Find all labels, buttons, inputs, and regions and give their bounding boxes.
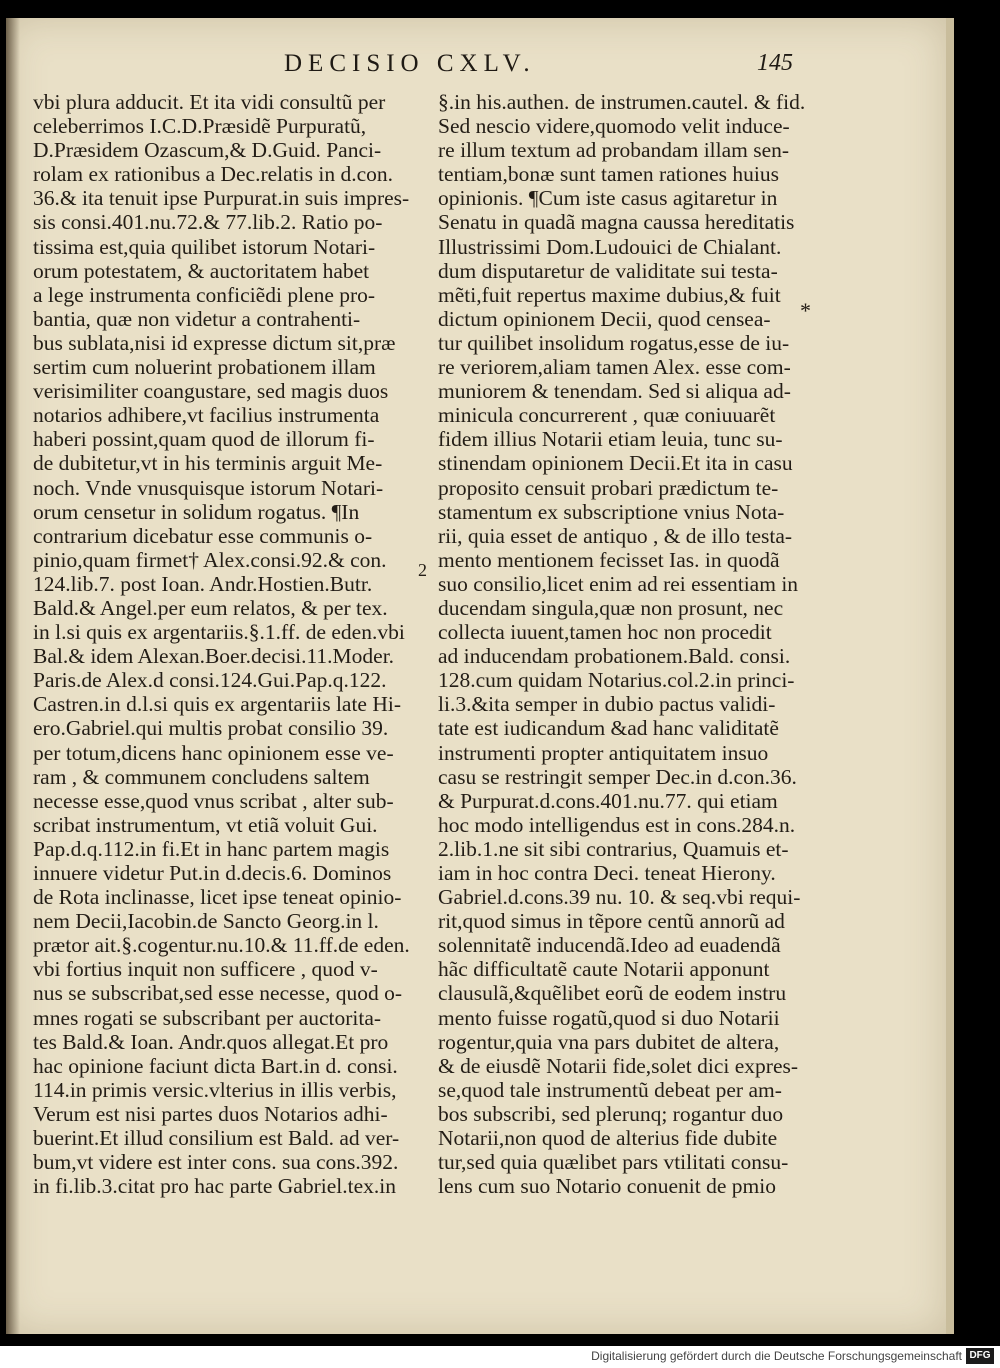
text-line: contrarium dicebatur esse communis o- — [33, 523, 373, 548]
marginal-star-mark: * — [800, 298, 811, 323]
text-line: sis consi.401.nu.72.& 77.lib.2. Ratio po- — [33, 210, 383, 235]
text-line: proposito censuit probari prædictum te- — [438, 475, 779, 500]
text-line: Sed nescio videre,quomodo velit induce- — [438, 114, 790, 139]
text-line: vbi fortius inquit non sufficere , quod v- — [33, 957, 378, 982]
text-line: dum disputaretur de validitate sui testa- — [438, 258, 778, 283]
text-line: vbi plura adducit. Et ita vidi consultũ per — [33, 90, 386, 114]
text-line: in fi.lib.3.citat pro hac parte Gabriel.tex.in — [33, 1174, 396, 1199]
text-line: Gabriel.d.cons.39 nu. 10. & seq.vbi requi- — [438, 885, 801, 910]
text-line: Notarii,non quod de alterius fide dubite — [438, 1126, 778, 1151]
text-line: innuere videtur Put.in d.decis.6. Dominos — [33, 861, 392, 885]
text-line: verisimiliter coangustare, sed magis duos — [33, 379, 389, 404]
text-line: orum potestatem, & auctoritatem habet — [33, 258, 370, 283]
text-line: instrumenti propter antiquitatem insuo — [438, 740, 769, 765]
text-line: minicula concurrerent , quæ coniuuarẽt — [438, 403, 776, 428]
text-line: hoc modo intelligendus est in cons.284.n. — [438, 812, 796, 837]
text-line: bum,vt videre est inter cons. sua cons.392. — [33, 1150, 399, 1175]
right-text-column — [438, 90, 820, 1198]
dfg-logo: DFG — [966, 1348, 994, 1364]
text-line: D.Præsidem Ozascum,& D.Guid. Panci- — [33, 138, 382, 163]
text-line: prætor ait.§.cogentur.nu.10.& 11.ff.de eden. — [33, 933, 410, 958]
text-line: Pap.d.q.112.in fi.Et in hanc partem magis — [33, 836, 390, 861]
text-line: clausulã,&quẽlibet eorũ de eodem instru — [438, 981, 787, 1006]
text-line: fidem illius Notarii etiam leuia, tunc su- — [438, 427, 783, 452]
text-line: mnes rogati se subscribant per auctorita- — [33, 1005, 382, 1030]
text-line: mẽti,fuit repertus maxime dubius,& fuit — [438, 282, 781, 307]
text-line: Bal.& idem Alexan.Boer.decisi.11.Moder. — [33, 644, 395, 669]
text-line: tur,sed quia quælibet pars vtilitati consu- — [438, 1150, 789, 1175]
text-line: hac opinione faciunt dicta Bart.in d. consi. — [33, 1053, 398, 1078]
text-line: solennitatẽ inducendã.Ideo ad euadendã — [438, 933, 781, 958]
text-line: celeberrimos I.C.D.Præsidẽ Purpuratũ, — [33, 114, 367, 139]
text-line: nus se subscribat,sed esse necesse, quod o- — [33, 981, 402, 1006]
text-line: bantia, quæ non videtur a contrahenti- — [33, 306, 361, 331]
text-line: 36.& ita tenuit ipse Purpurat.in suis impres- — [33, 186, 410, 211]
text-line: necesse esse,quod vnus scribat , alter sub- — [33, 788, 394, 813]
page-header-title: DECISIO CXLV. — [284, 50, 536, 77]
text-line: se,quod tale instrumentũ debeat per am- — [438, 1077, 782, 1102]
text-line: casu se restringit semper Dec.in d.con.36. — [438, 764, 797, 789]
text-line: scribat instrumentum, vt etiã voluit Gui. — [33, 812, 378, 837]
text-line: rogentur,quia vna pars dubitet de altera, — [438, 1029, 780, 1054]
text-line: rolam ex rationibus a Dec.relatis in d.con. — [33, 162, 394, 187]
text-line: orum censetur in solidum rogatus. ¶In — [33, 499, 360, 524]
text-line: Illustrissimi Dom.Ludouici de Chialant. — [438, 234, 782, 259]
text-line: & Purpurat.d.cons.401.nu.77. qui etiam — [438, 788, 778, 813]
text-line: in l.si quis ex argentariis.§.1.ff. de eden.vbi — [33, 620, 405, 645]
text-line: bos subscribi, sed plerunq; rogantur duo — [438, 1101, 784, 1126]
text-line: 2.lib.1.ne sit sibi contrarius, Quamuis et- — [438, 836, 789, 861]
text-line: de dubitetur,vt in his terminis arguit Me- — [33, 451, 383, 476]
text-line: notarios adhibere,vt facilius instrumenta — [33, 403, 380, 428]
text-line: 114.in primis versic.vlterius in illis verbis, — [33, 1077, 397, 1102]
text-line: ad inducendam probationem.Bald. consi. — [438, 644, 791, 669]
text-line: Paris.de Alex.d consi.124.Gui.Pap.q.122. — [33, 668, 387, 693]
text-line: re illum textum ad probandam illam sen- — [438, 138, 790, 163]
text-line: tate est iudicandum &ad hanc validitatẽ — [438, 716, 779, 741]
text-line: Castren.in d.l.si quis ex argentariis late Hi- — [33, 692, 402, 717]
text-line: rii, quia esset de antiquo , & de illo testa- — [438, 523, 793, 548]
text-line: 128.cum quidam Notarius.col.2.in princi- — [438, 668, 795, 693]
text-line: haberi possint,quam quod de illorum fi- — [33, 427, 375, 452]
text-line: Bald.& Angel.per eum relatos, & per tex. — [33, 595, 388, 620]
text-line: stinendam opinionem Decii.Et ita in casu — [438, 451, 793, 476]
text-line: tur quilibet insolidum rogatus,esse de iu- — [438, 330, 790, 355]
text-line: noch. Vnde vnusquisque istorum Notari- — [33, 475, 384, 500]
text-line: rit,quod simus in tẽpore centũ annorũ ad — [438, 909, 785, 934]
text-line: bus sublata,nisi id expresse dictum sit,præ — [33, 330, 396, 355]
text-line: collecta iuuent,tamen hoc non procedit — [438, 620, 772, 645]
text-line: §.in his.authen. de instrumen.cautel. & fid. — [438, 90, 806, 114]
text-line: per totum,dicens hanc opinionem esse ve- — [33, 740, 394, 765]
text-line: opinionis. ¶Cum iste casus agitaretur in — [438, 186, 778, 211]
text-line: mento mentionem fecisset Ias. in quodã — [438, 547, 780, 572]
text-line: & de eiusdẽ Notarii fide,solet dici expres- — [438, 1053, 799, 1078]
marginal-note-number: 2 — [418, 560, 427, 580]
text-line: lens cum suo Notario conuenit de pmio — [438, 1174, 776, 1199]
left-text-column — [33, 90, 411, 1198]
page-number: 145 — [757, 50, 793, 76]
text-line: nem Decii,Iacobin.de Sancto Georg.in l. — [33, 909, 379, 934]
text-line: tentiam,bonæ sunt tamen rationes huius — [438, 162, 779, 187]
text-line: buerint.Et illud consilium est Bald. ad ver- — [33, 1126, 400, 1151]
text-line: sertim cum noluerint probationem illam — [33, 355, 376, 380]
text-line: pinio,quam firmet† Alex.consi.92.& con. — [33, 547, 387, 572]
text-line: iam in hoc contra Deci. teneat Hierony. — [438, 861, 776, 885]
text-line: ducendam singula,quæ non prosunt, nec — [438, 595, 784, 620]
text-line: suo consilio,licet enim ad rei essentiam in — [438, 571, 799, 596]
text-line: ero.Gabriel.qui multis probat consilio 39. — [33, 716, 389, 741]
text-line: Verum est nisi partes duos Notarios adhi- — [33, 1101, 388, 1126]
text-line: re veriorem,aliam tamen Alex. esse com- — [438, 355, 791, 380]
text-line: 124.lib.7. post Ioan. Andr.Hostien.Butr. — [33, 571, 373, 596]
text-line: de Rota inclinasse, licet ipse teneat opinio- — [33, 885, 402, 910]
text-line: dictum opinionem Decii, quod censea- — [438, 306, 771, 331]
text-line: hãc difficultatẽ caute Notarii apponunt — [438, 957, 770, 982]
text-line: Senatu in quadã magna caussa hereditatis — [438, 210, 795, 235]
text-line: tissima est,quia quilibet istorum Notari- — [33, 234, 376, 259]
text-line: a lege instrumenta conficiẽdi plene pro- — [33, 282, 376, 307]
text-line: muniorem & tenendam. Sed si aliqua ad- — [438, 379, 791, 404]
spine-shadow — [6, 18, 20, 1334]
text-line: ram , & communem concludens saltem — [33, 764, 370, 789]
text-line: mento fuisse rogatũ,quod si duo Notarii — [438, 1005, 780, 1030]
text-line: stamentum ex subscriptione vnius Nota- — [438, 499, 785, 524]
funding-notice: Digitalisierung gefördert durch die Deutsche Forschungsgemeinschaft — [591, 1349, 962, 1363]
text-line: tes Bald.& Ioan. Andr.quos allegat.Et pro — [33, 1029, 389, 1054]
text-line: li.3.&ita semper in dubio pactus validi- — [438, 692, 776, 717]
